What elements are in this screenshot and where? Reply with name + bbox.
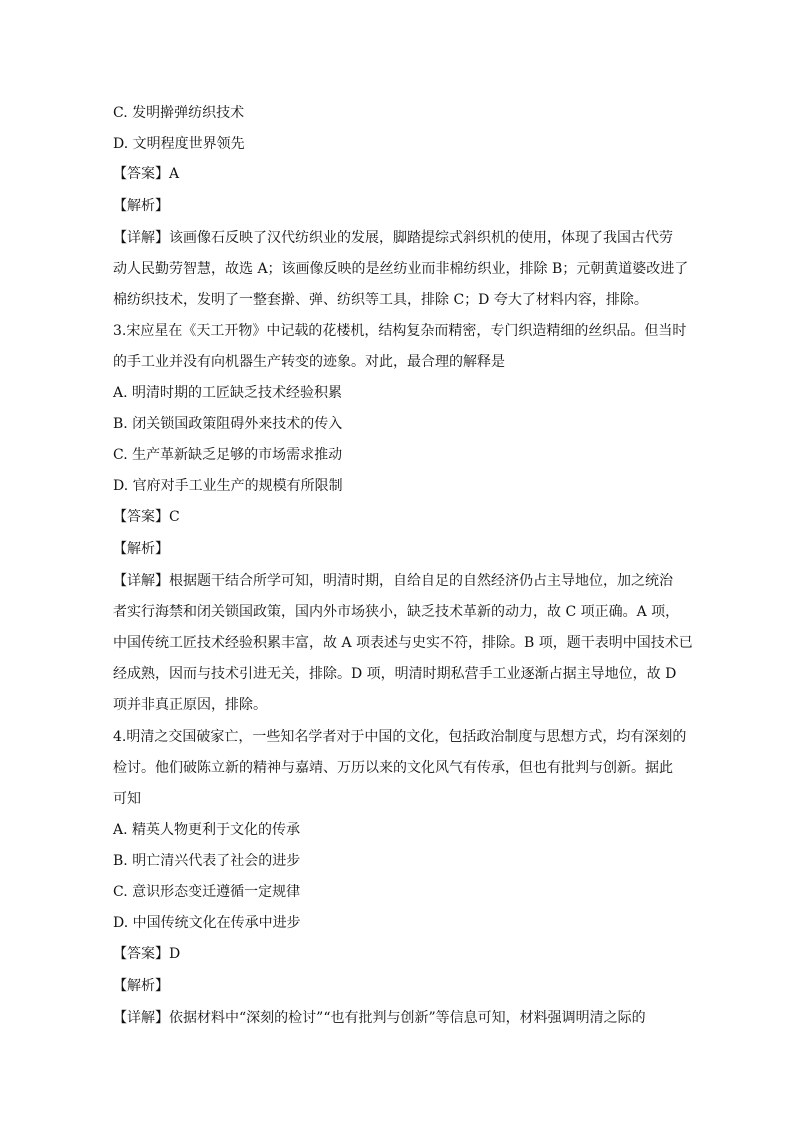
answer-2: 【答案】A bbox=[113, 166, 180, 182]
explanation-3-line-1: 【详解】根据题干结合所学可知，明清时期，自给自足的自然经济仍占主导地位，加之统治 bbox=[113, 573, 673, 589]
explanation-3-line-5: 项并非真正原因，排除。 bbox=[113, 697, 267, 713]
explanation-3-line-4: 经成熟，因而与技术引进无关，排除。D 项，明清时期私营手工业逐渐占据主导地位，故 D bbox=[113, 666, 677, 682]
question-4-option-a: A. 精英人物更利于文化的传承 bbox=[113, 822, 301, 838]
question-4-option-c: C. 意识形态变迁遵循一定规律 bbox=[113, 884, 301, 900]
explanation-3-line-2: 者实行海禁和闭关锁国政策，国内外市场狭小，缺乏技术革新的动力，故 C 项正确。A 项， bbox=[113, 604, 680, 620]
question-3-line-1: 3.宋应星在《天工开物》中记载的花楼机，结构复杂而精密，专门织造精细的丝织品。但当时 bbox=[113, 323, 687, 339]
answer-4: 【答案】D bbox=[113, 946, 181, 962]
question-3-option-d: D. 官府对手工业生产的规模有所限制 bbox=[113, 478, 343, 494]
question-4-line-3: 可知 bbox=[113, 791, 141, 807]
question-4-line-2: 检讨。他们破陈立新的精神与嘉靖、万历以来的文化风气有传承，但也有批判与创新。据此 bbox=[113, 760, 673, 776]
question-4-line-1: 4.明清之交国破家亡，一些知名学者对于中国的文化，包括政治制度与思想方式，均有深刻的 bbox=[113, 729, 687, 745]
question-4-option-d: D. 中国传统文化在传承中进步 bbox=[113, 915, 301, 931]
option-d-prev: D. 文明程度世界领先 bbox=[113, 136, 245, 152]
question-4-option-b: B. 明亡清兴代表了社会的进步 bbox=[113, 853, 301, 869]
explanation-2-line-1: 【详解】该画像石反映了汉代纺织业的发展，脚踏提综式斜织机的使用，体现了我国古代劳 bbox=[113, 230, 673, 246]
option-c-prev: C. 发明擀弹纺织技术 bbox=[113, 105, 245, 121]
question-3-option-a: A. 明清时期的工匠缺乏技术经验积累 bbox=[113, 385, 343, 401]
analysis-heading-3: 【解析】 bbox=[113, 541, 169, 557]
question-3-line-2: 的手工业并没有向机器生产转变的迹象。对此，最合理的解释是 bbox=[113, 354, 505, 370]
explanation-4-line-1: 【详解】依据材料中“深刻的检讨”“也有批判与创新”等信息可知，材料强调明清之际的 bbox=[113, 1010, 646, 1026]
explanation-2-line-3: 棉纺织技术，发明了一整套擀、弹、纺织等工具，排除 C；D 夸大了材料内容，排除。 bbox=[113, 292, 648, 308]
analysis-heading-2: 【解析】 bbox=[113, 198, 169, 214]
analysis-heading-4: 【解析】 bbox=[113, 978, 169, 994]
question-3-option-b: B. 闭关锁国政策阻碍外来技术的传入 bbox=[113, 416, 343, 432]
question-3-option-c: C. 生产革新缺乏足够的市场需求推动 bbox=[113, 447, 343, 463]
explanation-3-line-3: 中国传统工匠技术经验积累丰富，故 A 项表述与史实不符，排除。B 项，题干表明中国技术已 bbox=[113, 635, 693, 651]
explanation-2-line-2: 动人民勤劳智慧，故选 A；该画像反映的是丝纺业而非棉纺织业，排除 B；元朝黄道婆改进了 bbox=[113, 261, 689, 277]
answer-3: 【答案】C bbox=[113, 509, 180, 525]
